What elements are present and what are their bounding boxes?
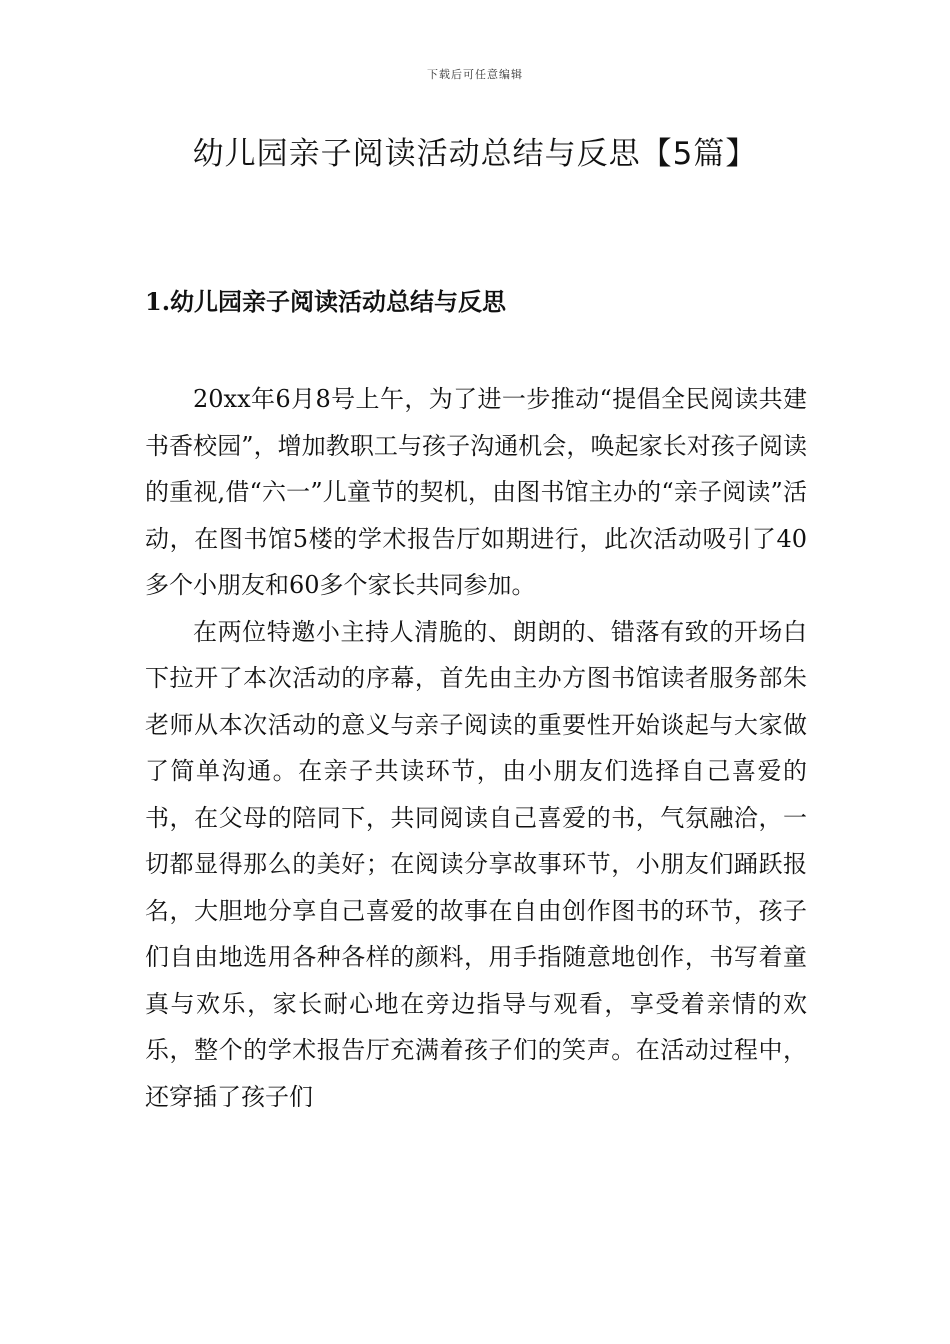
header-note: 下载后可任意编辑 — [427, 68, 523, 81]
document-body — [145, 376, 807, 1120]
paragraph: 20xx年6月8号上午，为了进一步推动“提倡全民阅读共建书香校园”，增加教职工与孩子沟通机会，唤起家长对孩子阅读的重视,借“六一”儿童节的契机，由图书馆主办的“亲子阅读”活动，在图书馆5楼的学术报告厅如期进行，此次活动吸引了40多个小朋友和60多个家长共同参加。 — [145, 385, 807, 599]
paragraph: 在两位特邀小主持人清脆的、朗朗的、错落有致的开场白下拉开了本次活动的序幕，首先由主办方图书馆读者服务部朱老师从本次活动的意义与亲子阅读的重要性开始谈起与大家做了简单沟通。在亲子共读环节，由小朋友们选择自己喜爱的书，在父母的陪同下，共同阅读自己喜爱的书，气氛融洽，一切都显得那么的美好；在阅读分享故事环节，小朋友们踊跃报名，大胆地分享自己喜爱的故事在自由创作图书的环节，孩子们自由地选用各种各样的颜料，用手指随意地创作，书写着童真与欢乐，家长耐心地在旁边指导与观看，享受着亲情的欢乐，整个的学术报告厅充满着孩子们的笑声。在活动过程中，还穿插了孩子们 — [145, 617, 807, 1111]
section-heading: 1.幼儿园亲子阅读活动总结与反思 — [145, 287, 507, 316]
document-title: 幼儿园亲子阅读活动总结与反思【5篇】 — [192, 136, 758, 172]
